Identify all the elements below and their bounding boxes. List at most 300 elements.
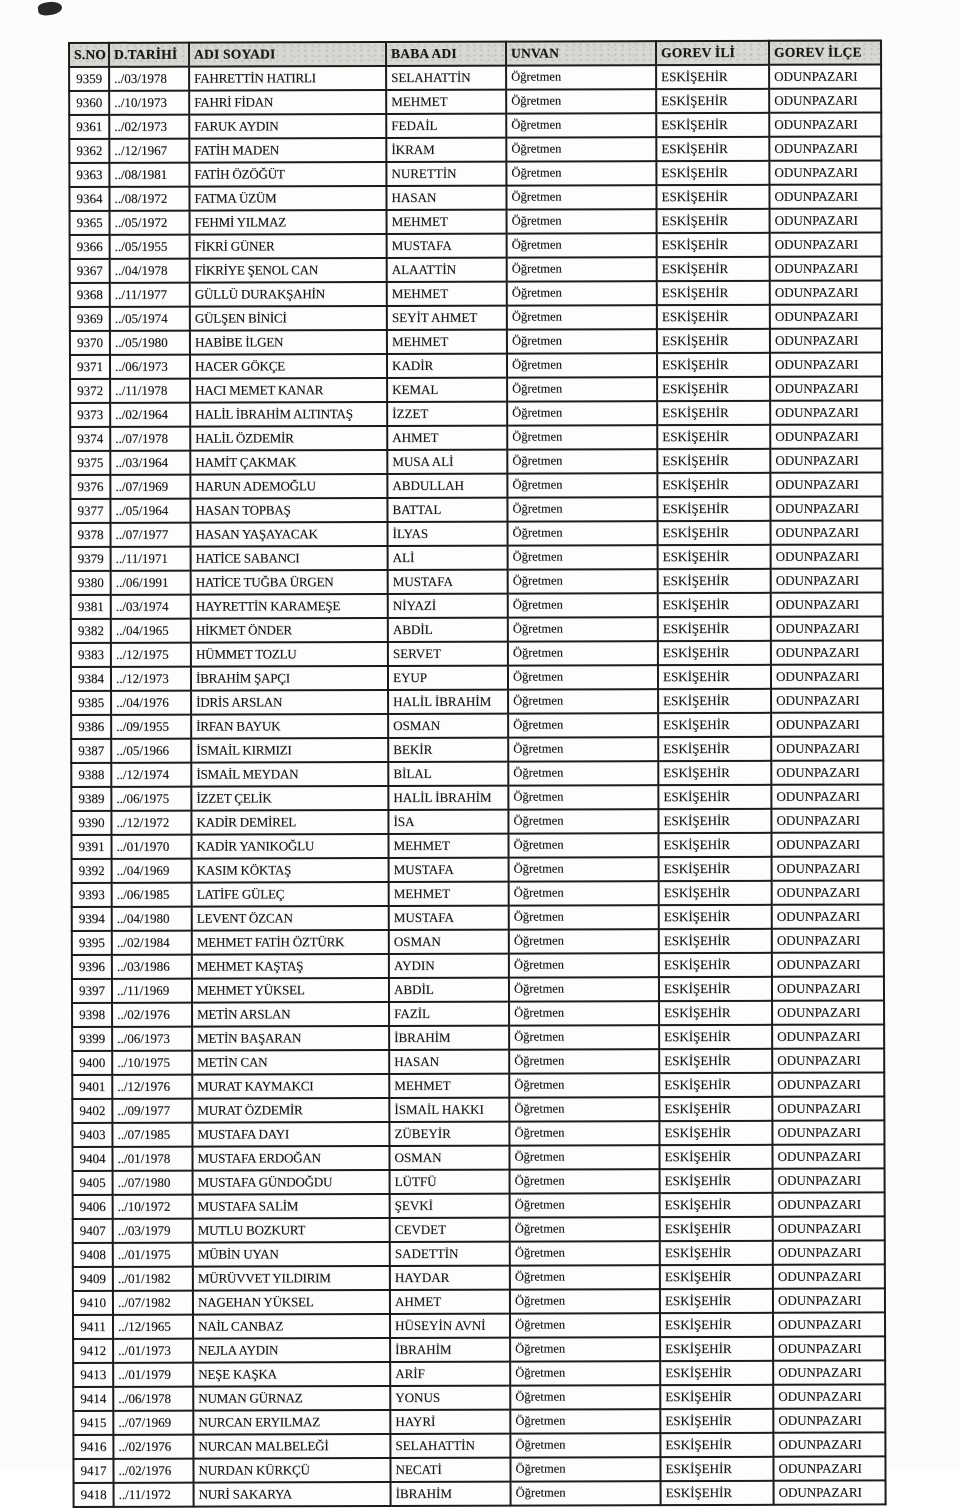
cell-birth-date: ../04/1969: [112, 859, 192, 883]
cell-sno: 9402: [72, 1099, 112, 1123]
cell-birth-date: ../02/1973: [109, 115, 189, 139]
cell-full-name: HARUN ADEMOĞLU: [190, 474, 387, 499]
table-row: [72, 1120, 884, 1147]
cell-title: Öğretmen: [509, 857, 659, 881]
cell-full-name: HAYRETTİN KARAMEŞE: [191, 594, 388, 619]
cell-district: ODUNPAZARI: [773, 1408, 885, 1432]
cell-father-name: AHMET: [390, 1290, 510, 1314]
table-row: [70, 232, 882, 259]
cell-province: ESKİŞEHİR: [660, 1241, 773, 1265]
cell-sno: 9380: [71, 571, 111, 595]
cell-title: Öğretmen: [508, 761, 658, 785]
table-row: [69, 88, 881, 115]
cell-province: ESKİŞEHİR: [658, 809, 771, 833]
table-row: [71, 760, 883, 787]
cell-birth-date: ../03/1964: [110, 451, 190, 475]
table-row: [72, 1000, 884, 1027]
cell-birth-date: ../02/1964: [110, 403, 190, 427]
cell-birth-date: ../06/1978: [113, 1387, 193, 1411]
cell-full-name: KADİR DEMİREL: [191, 810, 388, 835]
cell-father-name: HÜSEYİN AVNİ: [390, 1314, 510, 1338]
table-row: [72, 880, 884, 907]
cell-sno: 9368: [70, 283, 110, 307]
cell-father-name: ŞEVKİ: [390, 1194, 510, 1218]
cell-father-name: HALİL İBRAHİM: [388, 690, 508, 714]
cell-father-name: KEMAL: [387, 378, 507, 402]
cell-sno: 9359: [69, 67, 109, 91]
cell-father-name: İBRAHİM: [390, 1338, 510, 1362]
cell-province: ESKİŞEHİR: [660, 1217, 773, 1241]
cell-full-name: GÜLLÜ DURAKŞAHİN: [190, 282, 387, 307]
cell-father-name: SELAHATTİN: [386, 66, 506, 90]
cell-sno: 9413: [73, 1363, 113, 1387]
cell-full-name: MÜBİN UYAN: [193, 1242, 390, 1267]
cell-full-name: FAHRETTİN HATIRLI: [189, 66, 386, 91]
cell-full-name: NAGEHAN YÜKSEL: [193, 1290, 390, 1315]
cell-father-name: HASAN: [386, 186, 506, 210]
cell-sno: 9363: [69, 163, 109, 187]
cell-province: ESKİŞEHİR: [657, 305, 770, 329]
cell-province: ESKİŞEHİR: [656, 113, 769, 137]
cell-province: ESKİŞEHİR: [659, 905, 772, 929]
cell-title: Öğretmen: [508, 569, 658, 593]
cell-sno: 9412: [73, 1339, 113, 1363]
cell-full-name: NEŞE KAŞKA: [193, 1362, 390, 1387]
cell-birth-date: ../07/1969: [110, 475, 190, 499]
table-body: [69, 64, 886, 1507]
cell-district: ODUNPAZARI: [772, 1096, 884, 1120]
cell-full-name: MEHMET FATİH ÖZTÜRK: [192, 930, 389, 955]
cell-title: Öğretmen: [507, 449, 657, 473]
cell-district: ODUNPAZARI: [769, 136, 881, 160]
table-row: [70, 496, 882, 523]
cell-sno: 9395: [72, 931, 112, 955]
cell-province: ESKİŞEHİR: [656, 89, 769, 113]
cell-district: ODUNPAZARI: [771, 832, 883, 856]
table-row: [73, 1432, 885, 1459]
cell-title: Öğretmen: [510, 1433, 660, 1457]
cell-birth-date: ../05/1966: [111, 739, 191, 763]
table-row: [72, 928, 884, 955]
cell-sno: 9360: [69, 91, 109, 115]
cell-full-name: MUTLU BOZKURT: [193, 1218, 390, 1243]
cell-province: ESKİŞEHİR: [657, 377, 770, 401]
cell-father-name: SADETTİN: [390, 1242, 510, 1266]
cell-province: ESKİŞEHİR: [659, 1001, 772, 1025]
cell-birth-date: ../08/1981: [109, 163, 189, 187]
cell-district: ODUNPAZARI: [773, 1192, 885, 1216]
cell-title: Öğretmen: [509, 1145, 659, 1169]
cell-birth-date: ../02/1976: [113, 1435, 193, 1459]
cell-sno: 9369: [70, 307, 110, 331]
cell-birth-date: ../12/1973: [111, 667, 191, 691]
cell-birth-date: ../10/1973: [109, 91, 189, 115]
cell-birth-date: ../06/1991: [111, 571, 191, 595]
cell-full-name: İZZET ÇELİK: [191, 786, 388, 811]
cell-sno: 9377: [70, 499, 110, 523]
cell-district: ODUNPAZARI: [772, 856, 884, 880]
cell-province: ESKİŞEHİR: [661, 1481, 774, 1505]
cell-full-name: NURİ SAKARYA: [194, 1482, 391, 1507]
table-row: [69, 160, 881, 187]
cell-father-name: ALAATTİN: [387, 258, 507, 282]
cell-province: ESKİŞEHİR: [660, 1385, 773, 1409]
cell-province: ESKİŞEHİR: [660, 1169, 773, 1193]
cell-district: ODUNPAZARI: [771, 544, 883, 568]
cell-birth-date: ../06/1973: [110, 355, 190, 379]
cell-sno: 9370: [70, 331, 110, 355]
cell-full-name: FATİH ÖZÖĞÜT: [189, 162, 386, 187]
cell-province: ESKİŞEHİR: [660, 1289, 773, 1313]
cell-title: Öğretmen: [508, 737, 658, 761]
cell-sno: 9365: [70, 211, 110, 235]
cell-father-name: ABDİL: [388, 618, 508, 642]
cell-title: Öğretmen: [510, 1169, 660, 1193]
cell-sno: 9361: [69, 115, 109, 139]
cell-title: Öğretmen: [509, 1073, 659, 1097]
table-row: [73, 1240, 885, 1267]
cell-district: ODUNPAZARI: [773, 1456, 885, 1480]
cell-district: ODUNPAZARI: [771, 808, 883, 832]
cell-title: Öğretmen: [507, 353, 657, 377]
cell-title: Öğretmen: [506, 65, 656, 89]
cell-birth-date: ../06/1973: [112, 1027, 192, 1051]
cell-title: Öğretmen: [508, 593, 658, 617]
cell-district: ODUNPAZARI: [773, 1384, 885, 1408]
cell-father-name: BATTAL: [387, 498, 507, 522]
cell-birth-date: ../01/1979: [113, 1363, 193, 1387]
cell-sno: 9387: [71, 739, 111, 763]
cell-sno: 9400: [72, 1051, 112, 1075]
column-header-district: GOREV İLÇE: [769, 40, 881, 64]
cell-father-name: MEHMET: [389, 1074, 509, 1098]
cell-district: ODUNPAZARI: [769, 160, 881, 184]
cell-district: ODUNPAZARI: [772, 1000, 884, 1024]
table-row: [73, 1384, 885, 1411]
table-row: [71, 664, 883, 691]
cell-title: Öğretmen: [507, 473, 657, 497]
cell-birth-date: ../03/1974: [111, 595, 191, 619]
cell-title: Öğretmen: [506, 185, 656, 209]
cell-title: Öğretmen: [507, 401, 657, 425]
table-header-row: [69, 40, 881, 67]
table-row: [69, 136, 881, 163]
cell-province: ESKİŞEHİR: [656, 137, 769, 161]
table-row: [73, 1456, 885, 1483]
table-row: [73, 1312, 885, 1339]
cell-father-name: NİYAZİ: [388, 594, 508, 618]
cell-father-name: NECATİ: [390, 1458, 510, 1482]
cell-district: ODUNPAZARI: [771, 520, 883, 544]
cell-father-name: İKRAM: [386, 138, 506, 162]
cell-title: Öğretmen: [509, 1049, 659, 1073]
cell-father-name: BEKİR: [388, 738, 508, 762]
cell-province: ESKİŞEHİR: [658, 833, 771, 857]
table-row: [71, 544, 883, 571]
cell-father-name: FEDAİL: [386, 114, 506, 138]
cell-sno: 9372: [70, 379, 110, 403]
cell-title: Öğretmen: [506, 137, 656, 161]
cell-sno: 9366: [70, 235, 110, 259]
table-row: [73, 1336, 885, 1363]
table-row: [70, 328, 882, 355]
table-row: [71, 688, 883, 715]
cell-sno: 9407: [73, 1219, 113, 1243]
cell-father-name: AYDIN: [389, 954, 509, 978]
cell-full-name: KASIM KÖKTAŞ: [192, 858, 389, 883]
cell-district: ODUNPAZARI: [773, 1360, 885, 1384]
cell-title: Öğretmen: [510, 1361, 660, 1385]
cell-province: ESKİŞEHİR: [659, 1121, 772, 1145]
cell-province: ESKİŞEHİR: [658, 761, 771, 785]
cell-father-name: CEVDET: [390, 1218, 510, 1242]
table-row: [70, 256, 882, 283]
cell-sno: 9384: [71, 667, 111, 691]
cell-title: Öğretmen: [508, 689, 658, 713]
cell-father-name: HASAN: [389, 1050, 509, 1074]
cell-province: ESKİŞEHİR: [657, 233, 770, 257]
cell-district: ODUNPAZARI: [771, 760, 883, 784]
cell-sno: 9408: [73, 1243, 113, 1267]
cell-father-name: MEHMET: [387, 330, 507, 354]
table-row: [72, 1144, 884, 1171]
table-row: [70, 208, 882, 235]
cell-birth-date: ../02/1976: [113, 1459, 193, 1483]
cell-title: Öğretmen: [510, 1457, 660, 1481]
cell-full-name: METİN BAŞARAN: [192, 1026, 389, 1051]
table-row: [72, 1072, 884, 1099]
cell-province: ESKİŞEHİR: [657, 209, 770, 233]
cell-birth-date: ../02/1984: [112, 931, 192, 955]
cell-father-name: HAYRİ: [390, 1410, 510, 1434]
cell-province: ESKİŞEHİR: [660, 1265, 773, 1289]
cell-province: ESKİŞEHİR: [659, 953, 772, 977]
cell-province: ESKİŞEHİR: [657, 281, 770, 305]
cell-father-name: NURETTİN: [386, 162, 506, 186]
cell-sno: 9397: [72, 979, 112, 1003]
cell-district: ODUNPAZARI: [770, 328, 882, 352]
cell-sno: 9381: [71, 595, 111, 619]
cell-district: ODUNPAZARI: [772, 1144, 884, 1168]
cell-title: Öğretmen: [507, 377, 657, 401]
cell-full-name: KADİR YANIKOĞLU: [191, 834, 388, 859]
cell-father-name: MEHMET: [387, 282, 507, 306]
cell-birth-date: ../06/1985: [112, 883, 192, 907]
cell-sno: 9398: [72, 1003, 112, 1027]
cell-full-name: NURCAN ERYILMAZ: [193, 1410, 390, 1435]
cell-full-name: MUSTAFA DAYI: [192, 1122, 389, 1147]
cell-title: Öğretmen: [510, 1289, 660, 1313]
cell-title: Öğretmen: [509, 1001, 659, 1025]
cell-province: ESKİŞEHİR: [657, 473, 770, 497]
cell-father-name: HAYDAR: [390, 1266, 510, 1290]
table-row: [73, 1168, 885, 1195]
cell-province: ESKİŞEHİR: [658, 545, 771, 569]
table-row: [69, 112, 881, 139]
cell-birth-date: ../12/1965: [113, 1315, 193, 1339]
cell-province: ESKİŞEHİR: [659, 1073, 772, 1097]
cell-sno: 9410: [73, 1291, 113, 1315]
cell-full-name: MÜRÜVVET YILDIRIM: [193, 1266, 390, 1291]
cell-title: Öğretmen: [508, 545, 658, 569]
cell-birth-date: ../01/1982: [113, 1267, 193, 1291]
cell-province: ESKİŞEHİR: [660, 1337, 773, 1361]
cell-father-name: MUSTAFA: [388, 570, 508, 594]
cell-sno: 9364: [69, 187, 109, 211]
table-row: [71, 712, 883, 739]
cell-district: ODUNPAZARI: [773, 1168, 885, 1192]
scan-ink-blot: [37, 0, 63, 16]
cell-sno: 9417: [73, 1459, 113, 1483]
cell-district: ODUNPAZARI: [774, 1480, 886, 1504]
cell-province: ESKİŞEHİR: [657, 329, 770, 353]
cell-birth-date: ../07/1982: [113, 1291, 193, 1315]
cell-title: Öğretmen: [509, 1121, 659, 1145]
column-header-sno: S.NO: [69, 43, 109, 67]
cell-birth-date: ../06/1975: [111, 787, 191, 811]
table-row: [74, 1480, 886, 1507]
cell-full-name: HATİCE SABANCI: [191, 546, 388, 571]
cell-district: ODUNPAZARI: [770, 232, 882, 256]
cell-father-name: EYUP: [388, 666, 508, 690]
cell-province: ESKİŞEHİR: [660, 1457, 773, 1481]
table-row: [73, 1192, 885, 1219]
cell-father-name: MUSTAFA: [387, 234, 507, 258]
table-row: [70, 400, 882, 427]
cell-father-name: KADİR: [387, 354, 507, 378]
table-row: [71, 616, 883, 643]
cell-father-name: MEHMET: [387, 210, 507, 234]
cell-father-name: ZÜBEYİR: [389, 1122, 509, 1146]
cell-sno: 9405: [73, 1171, 113, 1195]
table-row: [70, 304, 882, 331]
cell-full-name: FEHMİ YILMAZ: [190, 210, 387, 235]
cell-father-name: OSMAN: [388, 714, 508, 738]
cell-title: Öğretmen: [509, 1097, 659, 1121]
cell-full-name: HALİL İBRAHİM ALTINTAŞ: [190, 402, 387, 427]
table-row: [72, 856, 884, 883]
cell-sno: 9367: [70, 259, 110, 283]
cell-father-name: MEHMET: [388, 834, 508, 858]
cell-district: ODUNPAZARI: [771, 568, 883, 592]
cell-father-name: ALİ: [388, 546, 508, 570]
table-row: [72, 1024, 884, 1051]
cell-province: ESKİŞEHİR: [660, 1409, 773, 1433]
cell-district: ODUNPAZARI: [773, 1264, 885, 1288]
cell-father-name: ABDULLAH: [387, 474, 507, 498]
cell-full-name: İDRİS ARSLAN: [191, 690, 388, 715]
cell-sno: 9376: [70, 475, 110, 499]
cell-title: Öğretmen: [507, 329, 657, 353]
table-row: [71, 568, 883, 595]
cell-sno: 9414: [73, 1387, 113, 1411]
cell-province: ESKİŞEHİR: [658, 641, 771, 665]
cell-father-name: SEYİT AHMET: [387, 306, 507, 330]
cell-full-name: FATİH MADEN: [189, 138, 386, 163]
cell-district: ODUNPAZARI: [770, 400, 882, 424]
cell-province: ESKİŞEHİR: [660, 1433, 773, 1457]
cell-birth-date: ../11/1972: [114, 1483, 194, 1507]
cell-birth-date: ../05/1974: [110, 307, 190, 331]
cell-father-name: MEHMET: [386, 90, 506, 114]
table-row: [70, 376, 882, 403]
cell-district: ODUNPAZARI: [773, 1288, 885, 1312]
column-header-title: UNVAN: [506, 41, 656, 65]
cell-birth-date: ../09/1955: [111, 715, 191, 739]
cell-district: ODUNPAZARI: [770, 376, 882, 400]
cell-title: Öğretmen: [510, 1337, 660, 1361]
cell-sno: 9386: [71, 715, 111, 739]
cell-title: Öğretmen: [510, 1313, 660, 1337]
cell-full-name: FATMA ÜZÜM: [189, 186, 386, 211]
cell-title: Öğretmen: [510, 1409, 660, 1433]
cell-title: Öğretmen: [510, 1193, 660, 1217]
table-row: [71, 808, 883, 835]
cell-province: ESKİŞEHİR: [659, 881, 772, 905]
cell-birth-date: ../01/1978: [112, 1147, 192, 1171]
cell-sno: 9389: [71, 787, 111, 811]
table-row: [71, 592, 883, 619]
cell-birth-date: ../12/1975: [111, 643, 191, 667]
cell-title: Öğretmen: [508, 785, 658, 809]
cell-father-name: İSA: [388, 810, 508, 834]
cell-title: Öğretmen: [506, 89, 656, 113]
cell-sno: 9391: [71, 835, 111, 859]
cell-full-name: LATİFE GÜLEÇ: [192, 882, 389, 907]
cell-title: Öğretmen: [507, 257, 657, 281]
cell-district: ODUNPAZARI: [772, 928, 884, 952]
cell-province: ESKİŞEHİR: [657, 449, 770, 473]
cell-full-name: FAHRİ FİDAN: [189, 90, 386, 115]
cell-province: ESKİŞEHİR: [657, 497, 770, 521]
cell-district: ODUNPAZARI: [771, 688, 883, 712]
cell-father-name: İZZET: [387, 402, 507, 426]
cell-province: ESKİŞEHİR: [656, 185, 769, 209]
cell-district: ODUNPAZARI: [771, 784, 883, 808]
cell-birth-date: ../01/1975: [113, 1243, 193, 1267]
cell-sno: 9378: [71, 523, 111, 547]
cell-province: ESKİŞEHİR: [658, 689, 771, 713]
cell-title: Öğretmen: [509, 1025, 659, 1049]
cell-full-name: HÜMMET TOZLU: [191, 642, 388, 667]
table-row: [70, 280, 882, 307]
cell-father-name: SELAHATTİN: [390, 1434, 510, 1458]
cell-district: ODUNPAZARI: [770, 352, 882, 376]
cell-birth-date: ../11/1977: [110, 283, 190, 307]
cell-province: ESKİŞEHİR: [658, 521, 771, 545]
cell-province: ESKİŞEHİR: [658, 737, 771, 761]
cell-province: ESKİŞEHİR: [658, 617, 771, 641]
cell-full-name: MEHMET YÜKSEL: [192, 978, 389, 1003]
cell-full-name: HİKMET ÖNDER: [191, 618, 388, 643]
cell-birth-date: ../03/1979: [113, 1219, 193, 1243]
cell-full-name: MUSTAFA SALİM: [193, 1194, 390, 1219]
cell-title: Öğretmen: [508, 665, 658, 689]
cell-district: ODUNPAZARI: [769, 64, 881, 88]
table-row: [71, 784, 883, 811]
column-header-full-name: ADI SOYADI: [189, 42, 386, 67]
cell-district: ODUNPAZARI: [771, 736, 883, 760]
cell-title: Öğretmen: [511, 1481, 661, 1505]
table-row: [72, 976, 884, 1003]
cell-district: ODUNPAZARI: [769, 184, 881, 208]
cell-sno: 9383: [71, 643, 111, 667]
cell-birth-date: ../12/1976: [112, 1075, 192, 1099]
cell-province: ESKİŞEHİR: [658, 713, 771, 737]
cell-sno: 9374: [70, 427, 110, 451]
cell-district: ODUNPAZARI: [770, 208, 882, 232]
table-row: [73, 1216, 885, 1243]
